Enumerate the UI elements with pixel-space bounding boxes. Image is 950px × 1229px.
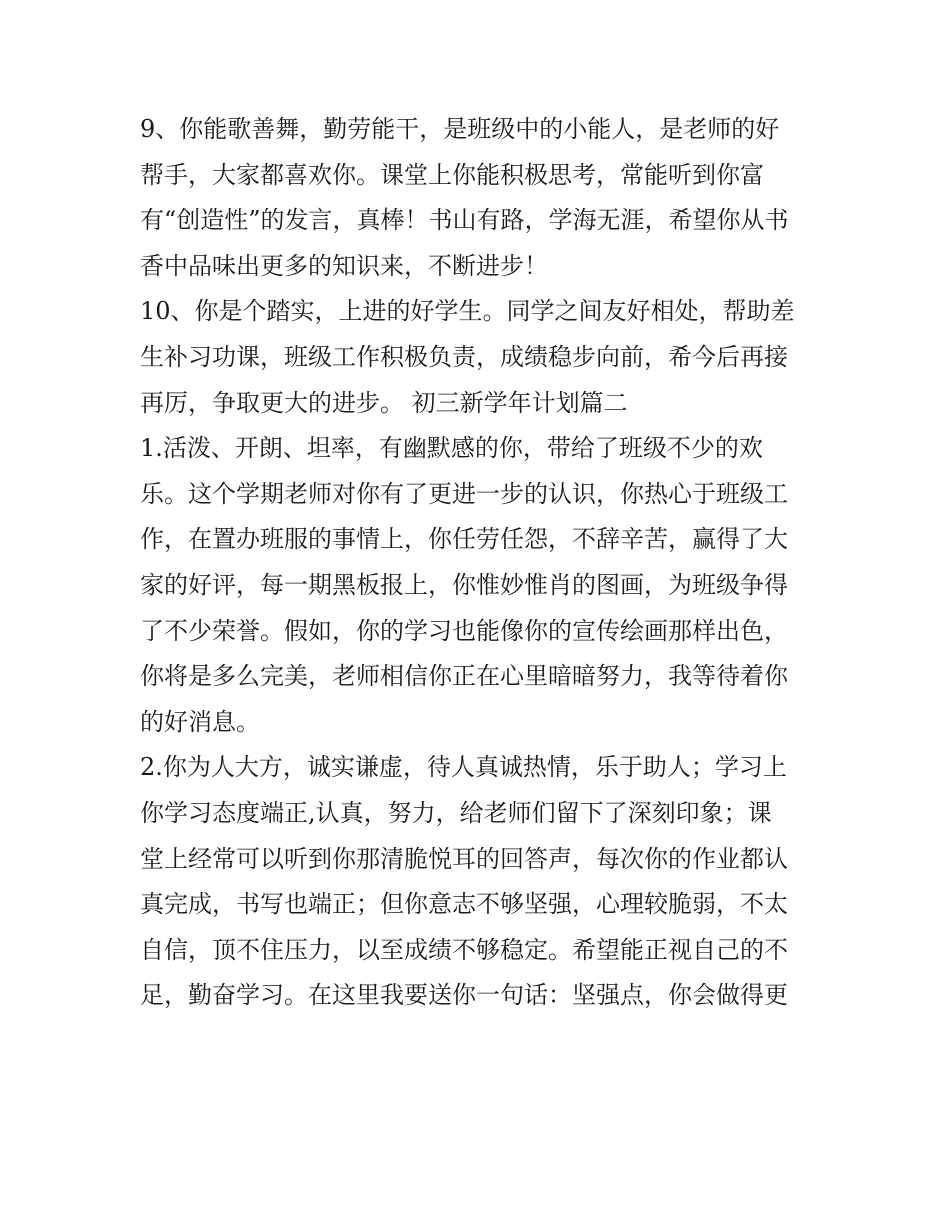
text-line: 10、你是个踏实，上进的好学生。同学之间友好相处，帮助差 <box>140 297 795 326</box>
text-line: 有“创造性”的发言，真棒！书山有路，学海无涯，希望你从书 <box>140 206 789 235</box>
text-line: 1.活泼、开朗、坦率，有幽默感的你，带给了班级不少的欢 <box>140 434 763 463</box>
text-line: 9、你能歌善舞，勤劳能干，是班级中的小能人，是老师的好 <box>140 115 780 143</box>
text-line: 香中品味出更多的知识来，不断进步！ <box>140 251 548 280</box>
text-line: 的好消息。 <box>140 707 260 736</box>
text-line: 你将是多么完美，老师相信你正在心里暗暗努力，我等待着你 <box>140 662 788 691</box>
text-line: 足，勤奋学习。在这里我要送你一句话：坚强点，你会做得更 <box>140 981 788 1010</box>
text-line: 再厉，争取更大的进步。 初三新学年计划篇二 <box>140 388 628 417</box>
text-line: 乐。这个学期老师对你有了更进一步的认识，你热心于班级工 <box>140 479 788 508</box>
text-line: 2.你为人大方，诚实谦虚，待人真诚热情，乐于助人；学习上 <box>140 753 787 782</box>
text-line: 了不少荣誉。假如，你的学习也能像你的宣传绘画那样出色， <box>140 616 788 645</box>
text-line: 生补习功课，班级工作积极负责，成绩稳步向前，希今后再接 <box>140 342 788 371</box>
text-line: 作，在置办班服的事情上，你任劳任怨，不辞辛苦，赢得了大 <box>140 525 788 554</box>
text-line: 你学习态度端正,认真，努力，给老师们留下了深刻印象；课 <box>140 798 772 827</box>
text-line: 真完成，书写也端正；但你意志不够坚强，心理较脆弱，不太 <box>140 890 788 919</box>
document-body <box>140 107 820 1019</box>
text-line: 堂上经常可以听到你那清脆悦耳的回答声，每次你的作业都认 <box>140 844 788 873</box>
text-line: 家的好评，每一期黑板报上，你惟妙惟肖的图画，为班级争得 <box>140 570 788 599</box>
text-line: 自信，顶不住压力，以至成绩不够稳定。希望能正视自己的不 <box>140 935 788 964</box>
text-line: 帮手，大家都喜欢你。课堂上你能积极思考，常能听到你富 <box>140 160 764 189</box>
